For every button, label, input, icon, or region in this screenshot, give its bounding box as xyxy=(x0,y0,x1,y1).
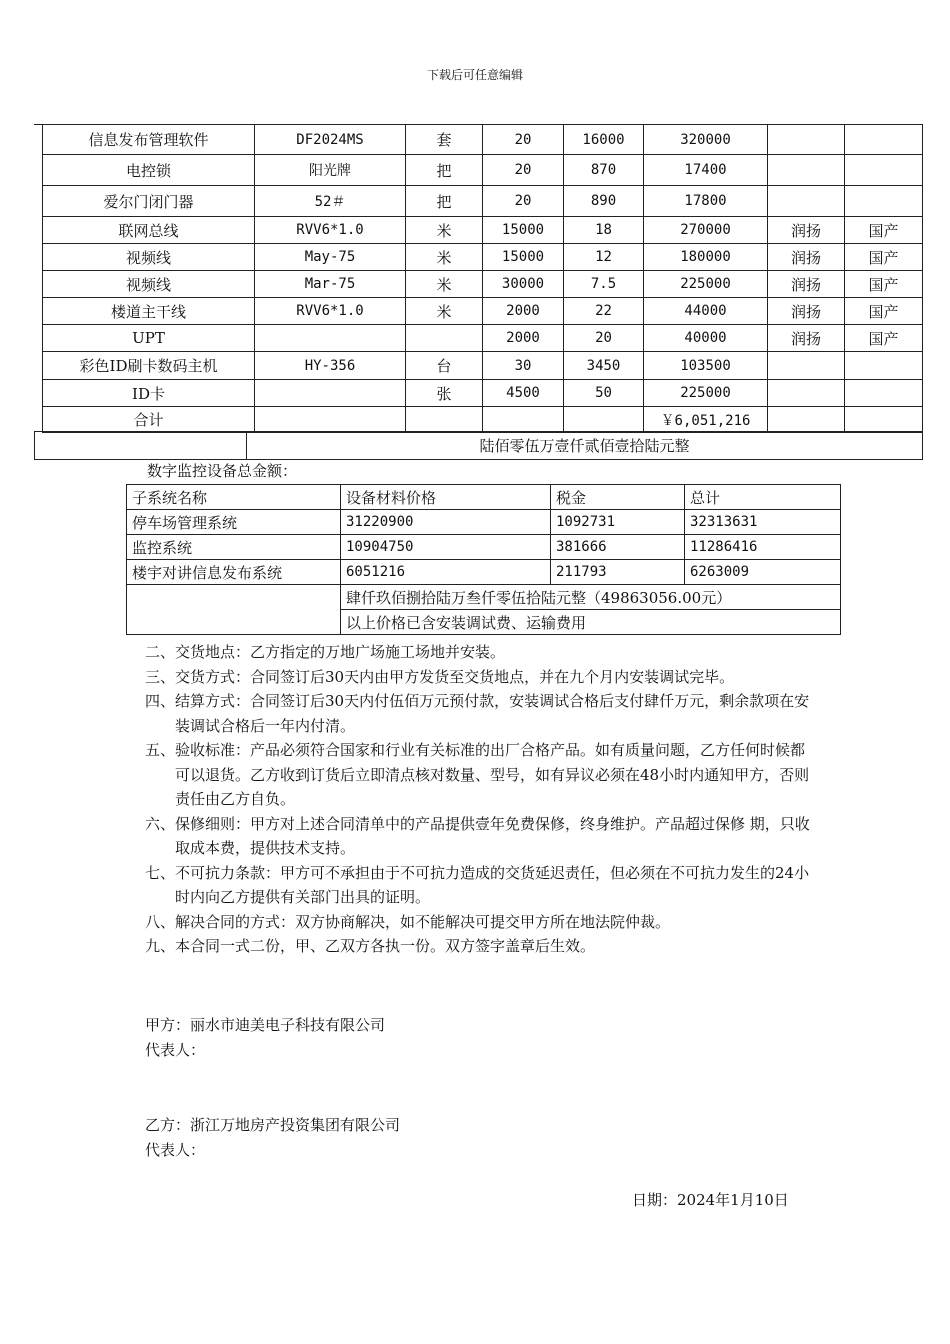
equipment-row xyxy=(43,125,923,155)
clause-dispute: 八、解决合同的方式：双方协商解决，如不能解决可提交甲方所在地法院仲裁。 xyxy=(145,912,671,931)
clause-force-majeure: 七、不可抗力条款：甲方可不承担由于不可抗力造成的交货延迟责任，但必须在不可抗力发生的24小时内向乙方提供有关部门出具的证明。 xyxy=(145,863,810,906)
equipment-cell-model: 52＃ xyxy=(255,186,406,217)
equipment-cell-brand xyxy=(768,186,845,217)
summary-title: 数字监控设备总金额： xyxy=(147,462,298,480)
summary-cell: 楼宇对讲信息发布系统 xyxy=(127,560,341,585)
equipment-cell-price: 12 xyxy=(564,244,644,271)
total-words-cell: 陆佰零伍万壹仟贰佰壹拾陆元整 xyxy=(247,432,923,460)
equipment-cell-brand xyxy=(768,352,845,380)
equipment-cell-qty: 20 xyxy=(483,155,564,186)
equipment-row xyxy=(43,352,923,380)
equipment-cell-unit: 套 xyxy=(406,125,483,155)
equipment-cell-unit xyxy=(406,407,483,433)
equipment-cell-origin xyxy=(845,352,923,380)
equipment-cell-brand xyxy=(768,380,845,407)
equipment-cell-price: 890 xyxy=(564,186,644,217)
equipment-cell-origin xyxy=(845,407,923,433)
summary-row xyxy=(127,535,841,560)
summary-cell: 停车场管理系统 xyxy=(127,510,341,535)
party-b-representative: 代表人： xyxy=(145,1141,206,1159)
equipment-cell-price: 22 xyxy=(564,298,644,325)
summary-cell: 211793 xyxy=(551,560,685,585)
party-a-representative: 代表人： xyxy=(145,1041,206,1059)
equipment-row xyxy=(43,217,923,244)
party-b-name: 乙方：浙江万地房产投资集团有限公司 xyxy=(145,1116,401,1134)
equipment-row xyxy=(43,407,923,433)
equipment-cell-origin xyxy=(845,380,923,407)
equipment-cell-name: UPT xyxy=(43,325,255,352)
equipment-cell-amount: 40000 xyxy=(644,325,768,352)
clause-copies: 九、本合同一式二份，甲、乙双方各执一份。双方签字盖章后生效。 xyxy=(145,937,596,955)
summary-total-text: 肆仟玖佰捌拾陆万叁仟零伍拾陆元整（49863056.00元） xyxy=(341,585,841,610)
equipment-cell-amount: 320000 xyxy=(644,125,768,155)
equipment-cell-qty: 30 xyxy=(483,352,564,380)
equipment-cell-model: 阳光牌 xyxy=(255,155,406,186)
clause-delivery-location: 二、交货地点：乙方指定的万地广场施工场地并安装。 xyxy=(145,643,506,661)
equipment-cell-model: May-75 xyxy=(255,244,406,271)
summary-cell: 6051216 xyxy=(341,560,551,585)
clause-delivery-method: 三、交货方式：合同签订后30天内由甲方发货至交货地点，并在九个月内安装调试完毕。 xyxy=(145,667,735,686)
equipment-cell-price: 20 xyxy=(564,325,644,352)
equipment-cell-amount: 17400 xyxy=(644,155,768,186)
clause-acceptance: 五、验收标准：产品必须符合国家和行业有关标准的出厂合格产品。如有质量问题，乙方任何时候都可以退货。乙方收到订货后立即清点核对数量、型号，如有异议必须在48小时内通知甲方，否则责任由乙方自负。 xyxy=(145,741,810,808)
party-b-block xyxy=(145,1113,400,1163)
equipment-cell-model xyxy=(255,380,406,407)
equipment-cell-price: 16000 xyxy=(564,125,644,155)
equipment-cell-unit: 张 xyxy=(406,380,483,407)
equipment-row xyxy=(43,271,923,298)
equipment-cell-unit: 把 xyxy=(406,186,483,217)
equipment-cell-qty: 15000 xyxy=(483,244,564,271)
summary-cell: 监控系统 xyxy=(127,535,341,560)
equipment-cell-model: DF2024MS xyxy=(255,125,406,155)
equipment-cell-origin: 国产 xyxy=(845,271,923,298)
equipment-cell-price xyxy=(564,407,644,433)
equipment-cell-origin: 国产 xyxy=(845,298,923,325)
summary-note: 以上价格已含安装调试费、运输费用 xyxy=(341,610,841,635)
equipment-cell-name: 电控锁 xyxy=(43,155,255,186)
equipment-cell-brand xyxy=(768,155,845,186)
summary-total-label-cell xyxy=(127,585,341,635)
summary-cell: 11286416 xyxy=(685,535,841,560)
equipment-cell-price: 7.5 xyxy=(564,271,644,298)
equipment-cell-qty: 20 xyxy=(483,125,564,155)
equipment-row xyxy=(43,380,923,407)
equipment-cell-qty: 2000 xyxy=(483,298,564,325)
equipment-cell-qty: 30000 xyxy=(483,271,564,298)
equipment-cell-price: 870 xyxy=(564,155,644,186)
equipment-cell-qty: 20 xyxy=(483,186,564,217)
equipment-cell-amount: 180000 xyxy=(644,244,768,271)
equipment-cell-name: 联网总线 xyxy=(43,217,255,244)
equipment-cell-brand: 润扬 xyxy=(768,244,845,271)
equipment-cell-name: 视频线 xyxy=(43,271,255,298)
header-note: 下载后可任意编辑 xyxy=(426,68,523,82)
equipment-cell-name: 楼道主干线 xyxy=(43,298,255,325)
party-a-name: 甲方：丽水市迪美电子科技有限公司 xyxy=(145,1016,386,1034)
summary-row xyxy=(127,560,841,585)
equipment-cell-qty: 15000 xyxy=(483,217,564,244)
equipment-row xyxy=(43,244,923,271)
equipment-cell-amount: 44000 xyxy=(644,298,768,325)
equipment-cell-model: RVV6*1.0 xyxy=(255,217,406,244)
equipment-cell-origin: 国产 xyxy=(845,244,923,271)
summary-row xyxy=(127,510,841,535)
equipment-cell-price: 3450 xyxy=(564,352,644,380)
equipment-cell-qty xyxy=(483,407,564,433)
equipment-cell-amount: 225000 xyxy=(644,380,768,407)
clause-settlement: 四、结算方式：合同签订后30天内付伍佰万元预付款，安装调试合格后支付肆仟万元，剩余款项在安装调试合格后一年内付清。 xyxy=(145,692,810,735)
equipment-cell-model: RVV6*1.0 xyxy=(255,298,406,325)
clause-warranty: 六、保修细则：甲方对上述合同清单中的产品提供壹年免费保修，终身维护。产品超过保修 期，只收取成本费，提供技术支持。 xyxy=(145,814,810,857)
equipment-cell-brand xyxy=(768,125,845,155)
summary-header-cell: 设备材料价格 xyxy=(341,485,551,510)
equipment-cell-model xyxy=(255,325,406,352)
table-corner-mark xyxy=(34,124,42,126)
equipment-cell-brand: 润扬 xyxy=(768,271,845,298)
equipment-row xyxy=(43,186,923,217)
equipment-row xyxy=(43,298,923,325)
equipment-cell-unit: 把 xyxy=(406,155,483,186)
equipment-table xyxy=(42,124,923,433)
summary-header-cell: 子系统名称 xyxy=(127,485,341,510)
equipment-cell-qty: 2000 xyxy=(483,325,564,352)
contract-clauses xyxy=(145,640,815,959)
equipment-cell-amount: ￥6,051,216 xyxy=(644,407,768,433)
equipment-total-words-table xyxy=(34,431,923,460)
equipment-cell-amount: 270000 xyxy=(644,217,768,244)
equipment-cell-origin: 国产 xyxy=(845,217,923,244)
equipment-cell-origin xyxy=(845,125,923,155)
equipment-row xyxy=(43,325,923,352)
summary-cell: 1092731 xyxy=(551,510,685,535)
equipment-cell-brand: 润扬 xyxy=(768,298,845,325)
summary-cell: 381666 xyxy=(551,535,685,560)
summary-cell: 31220900 xyxy=(341,510,551,535)
equipment-cell-model: Mar-75 xyxy=(255,271,406,298)
equipment-cell-model: HY-356 xyxy=(255,352,406,380)
party-a-block xyxy=(145,1013,385,1063)
equipment-cell-name: 信息发布管理软件 xyxy=(43,125,255,155)
summary-cell: 32313631 xyxy=(685,510,841,535)
summary-header-cell: 总计 xyxy=(685,485,841,510)
summary-header-row xyxy=(127,485,841,510)
equipment-cell-amount: 103500 xyxy=(644,352,768,380)
equipment-cell-amount: 17800 xyxy=(644,186,768,217)
equipment-cell-name: ID卡 xyxy=(43,380,255,407)
equipment-cell-unit: 米 xyxy=(406,217,483,244)
equipment-cell-origin xyxy=(845,155,923,186)
equipment-cell-origin: 国产 xyxy=(845,325,923,352)
equipment-cell-unit xyxy=(406,325,483,352)
equipment-cell-name: 爱尔门闭门器 xyxy=(43,186,255,217)
equipment-cell-brand xyxy=(768,407,845,433)
summary-total-row xyxy=(127,585,841,610)
equipment-cell-name: 视频线 xyxy=(43,244,255,271)
equipment-cell-unit: 米 xyxy=(406,298,483,325)
equipment-cell-unit: 米 xyxy=(406,244,483,271)
equipment-cell-unit: 米 xyxy=(406,271,483,298)
equipment-cell-brand: 润扬 xyxy=(768,217,845,244)
equipment-cell-qty: 4500 xyxy=(483,380,564,407)
signing-date: 日期：2024年1月10日 xyxy=(632,1191,789,1209)
summary-header-cell: 税金 xyxy=(551,485,685,510)
total-words-label-cell xyxy=(35,432,247,460)
equipment-cell-unit: 台 xyxy=(406,352,483,380)
equipment-row xyxy=(43,155,923,186)
equipment-cell-name: 合计 xyxy=(43,407,255,433)
equipment-cell-name: 彩色ID刷卡数码主机 xyxy=(43,352,255,380)
summary-table xyxy=(126,484,841,635)
summary-cell: 6263009 xyxy=(685,560,841,585)
summary-cell: 10904750 xyxy=(341,535,551,560)
equipment-cell-price: 50 xyxy=(564,380,644,407)
equipment-cell-brand: 润扬 xyxy=(768,325,845,352)
equipment-cell-amount: 225000 xyxy=(644,271,768,298)
equipment-cell-price: 18 xyxy=(564,217,644,244)
equipment-cell-origin xyxy=(845,186,923,217)
equipment-cell-model xyxy=(255,407,406,433)
